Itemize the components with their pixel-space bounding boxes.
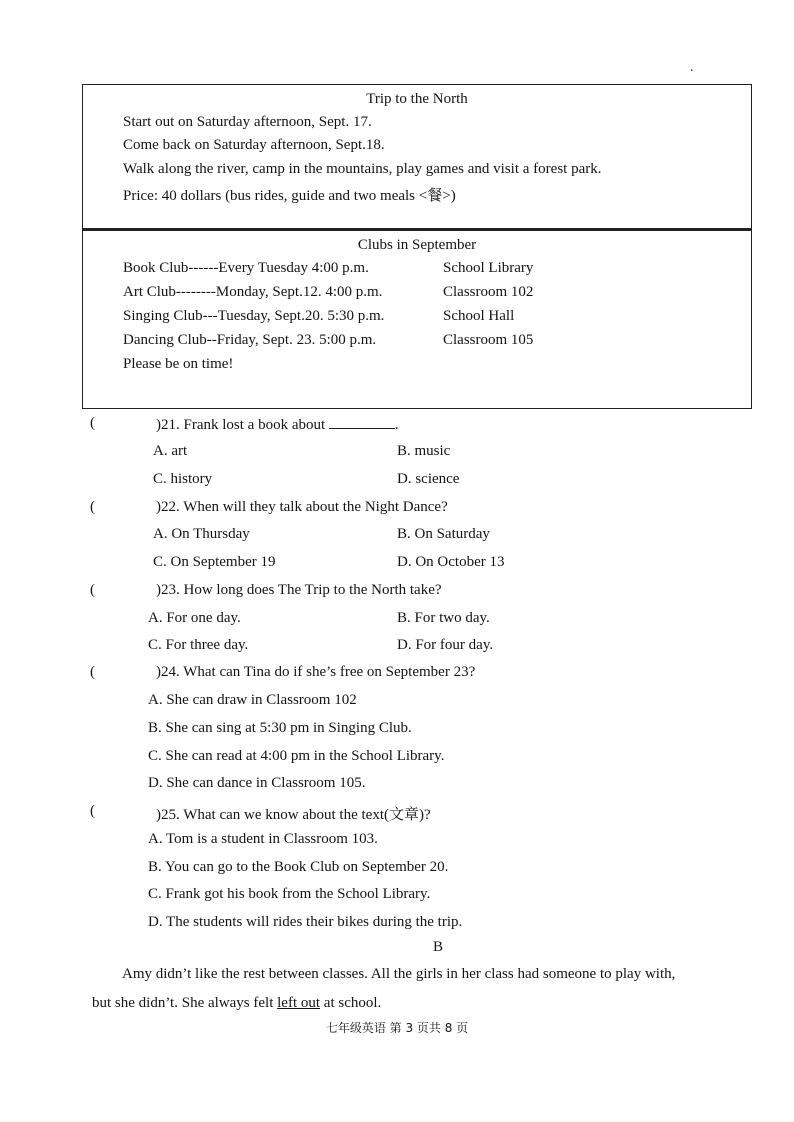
- trip-title: Trip to the North: [366, 91, 468, 107]
- section-b-paragraph-line-2: [92, 988, 732, 1018]
- para-text: but she didn’t. She always felt: [92, 995, 278, 1011]
- question-22: )22. When will they talk about the Night Dance?: [156, 499, 448, 515]
- option-b: B. On Saturday: [397, 526, 490, 542]
- answer-paren: (: [90, 803, 95, 819]
- club-row-place: Classroom 102: [443, 284, 534, 300]
- trip-line: Start out on Saturday afternoon, Sept. 17.: [123, 114, 372, 130]
- option-a: A. On Thursday: [153, 526, 250, 542]
- question-25: )25. What can we know about the text(文章)?: [156, 807, 431, 823]
- answer-paren: (: [90, 499, 95, 515]
- option-d: D. science: [397, 471, 460, 487]
- question-21: [156, 415, 399, 434]
- option-b: B. music: [397, 443, 451, 459]
- club-row-place: School Hall: [443, 308, 515, 324]
- option-a: A. For one day.: [148, 610, 241, 626]
- trip-line: Walk along the river, camp in the mountains, play games and visit a forest park.: [123, 161, 602, 177]
- para-text: at school.: [320, 995, 382, 1011]
- question-23: )23. How long does The Trip to the North take?: [156, 582, 442, 598]
- clubs-title: Clubs in September: [357, 237, 477, 253]
- option-b: B. She can sing at 5:30 pm in Singing Club.: [148, 720, 412, 736]
- trip-line: Price: 40 dollars (bus rides, guide and two meals <餐>): [123, 188, 456, 204]
- trip-notice-box: [82, 84, 752, 229]
- option-b: B. For two day.: [397, 610, 490, 626]
- club-row-place: School Library: [443, 260, 534, 276]
- clubs-notice-box: [82, 229, 752, 409]
- section-b-paragraph-line-1: Amy didn’t like the rest between classes. All the girls in her class had someone to play with,: [122, 966, 676, 982]
- option-b: B. You can go to the Book Club on September 20.: [148, 859, 449, 875]
- corner-mark: .: [690, 60, 694, 75]
- option-c: C. Frank got his book from the School Library.: [148, 886, 431, 902]
- club-row-schedule: Book Club------Every Tuesday 4:00 p.m.: [123, 260, 369, 276]
- club-row-schedule: Dancing Club--Friday, Sept. 23. 5:00 p.m.: [123, 332, 377, 348]
- clubs-note: Please be on time!: [123, 356, 234, 372]
- trip-line: Come back on Saturday afternoon, Sept.18.: [123, 137, 385, 153]
- option-c: C. history: [153, 471, 213, 487]
- section-b-label: B: [433, 939, 444, 955]
- answer-paren: (: [90, 664, 95, 680]
- option-a: A. Tom is a student in Classroom 103.: [148, 831, 378, 847]
- answer-blank[interactable]: [329, 415, 395, 429]
- club-row-schedule: Art Club--------Monday, Sept.12. 4:00 p.m.: [123, 284, 383, 300]
- page-footer: 七年级英语 第 3 页共 8 页: [325, 1021, 469, 1035]
- option-d: D. She can dance in Classroom 105.: [148, 775, 366, 791]
- question-text-end: .: [394, 417, 399, 433]
- option-c: C. She can read at 4:00 pm in the School Library.: [148, 748, 445, 764]
- option-a: A. She can draw in Classroom 102: [148, 692, 357, 708]
- option-a: A. art: [153, 443, 188, 459]
- club-row-place: Classroom 105: [443, 332, 534, 348]
- option-d: D. On October 13: [397, 554, 505, 570]
- club-row-schedule: Singing Club---Tuesday, Sept.20. 5:30 p.m.: [123, 308, 385, 324]
- option-d: D. For four day.: [397, 637, 494, 653]
- option-c: C. On September 19: [153, 554, 276, 570]
- answer-paren: (: [90, 582, 95, 598]
- underlined-phrase: left out: [277, 995, 321, 1011]
- option-c: C. For three day.: [148, 637, 249, 653]
- option-d: D. The students will rides their bikes during the trip.: [148, 914, 463, 930]
- question-24: )24. What can Tina do if she’s free on September 23?: [156, 664, 476, 680]
- question-text: )21. Frank lost a book about: [156, 417, 326, 433]
- answer-paren: (: [90, 415, 95, 431]
